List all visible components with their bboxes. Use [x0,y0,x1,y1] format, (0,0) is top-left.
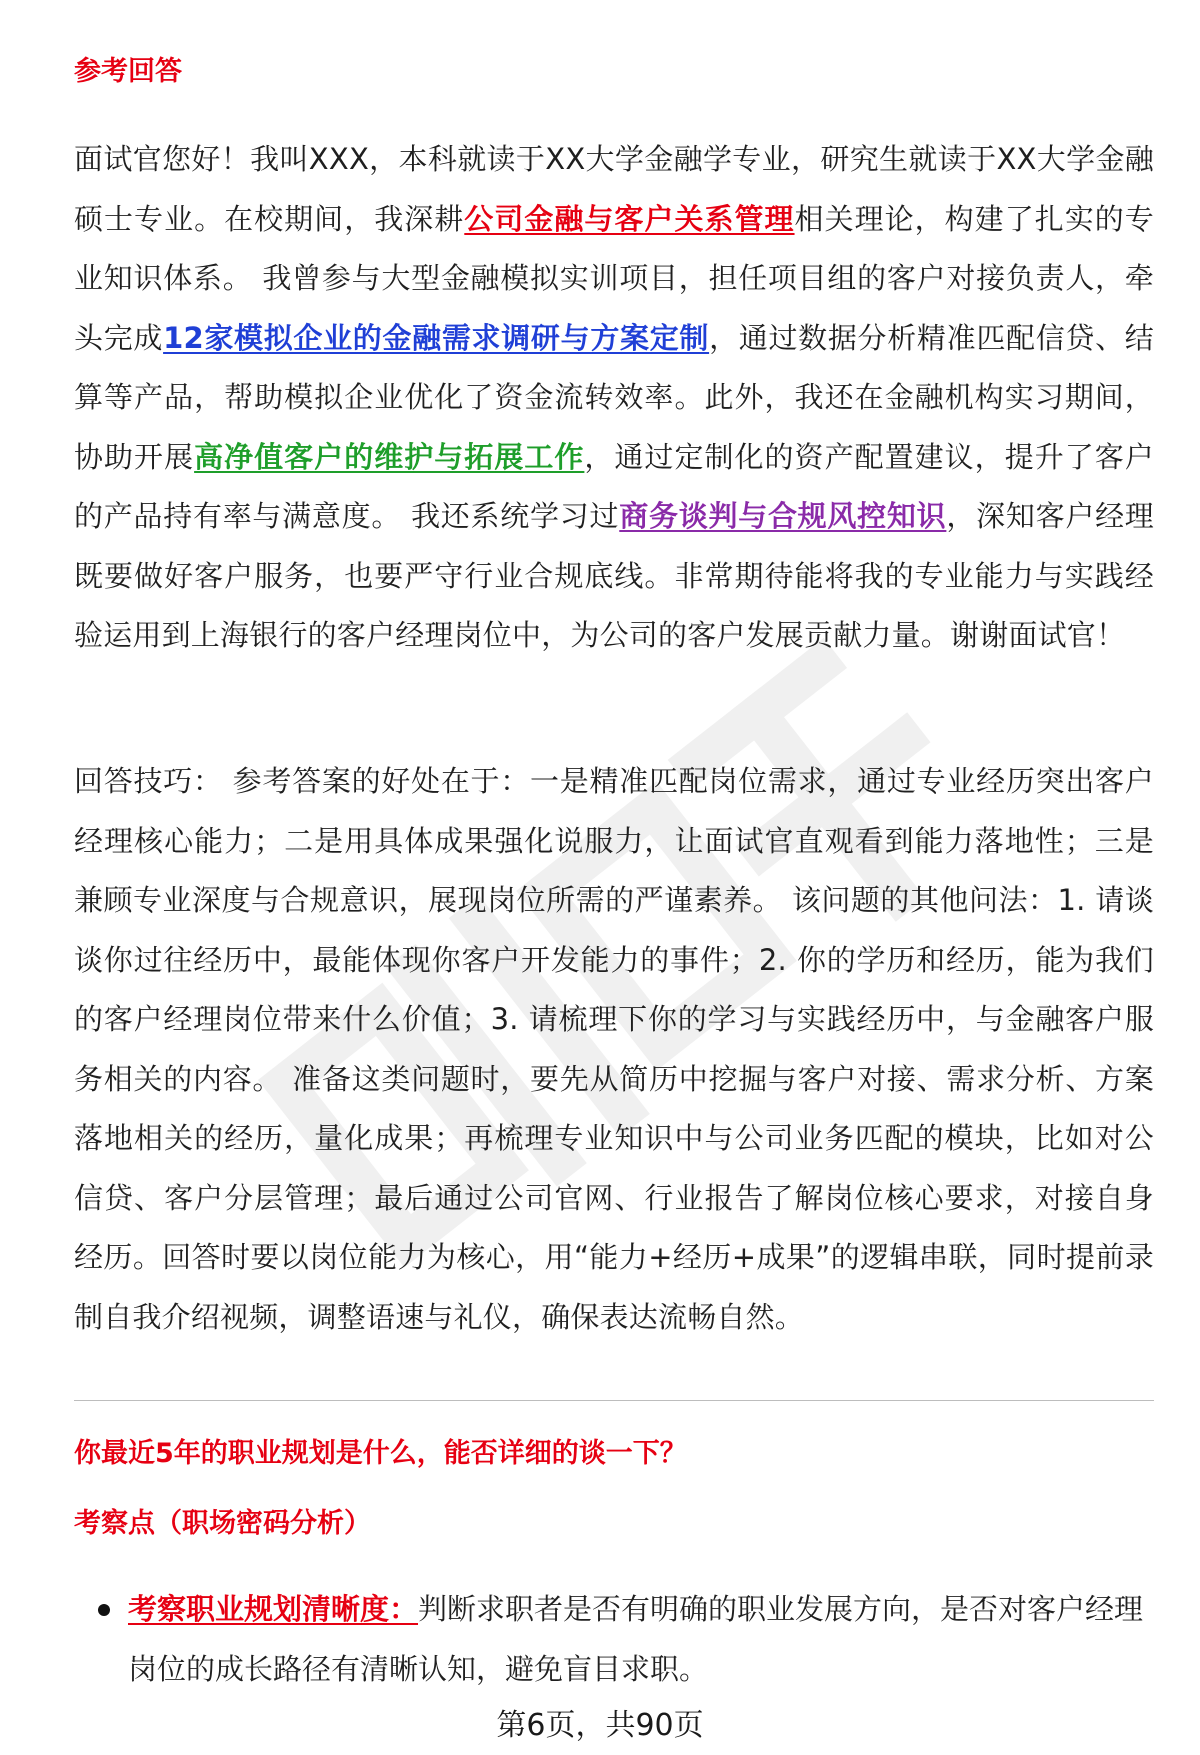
bullet-description: 判断求职者是否有明确的职业发展方向，是否对客户经理岗位的成长路径有清晰认知，避免盲目求职。 [128,1592,1144,1686]
reference-answer-paragraph [74,130,1154,666]
reference-answer-heading: 参考回答 [74,56,182,87]
bullet-dot-icon [98,1604,110,1616]
question-heading: 你最近5年的职业规划是什么，能否详细的谈一下？ [74,1438,687,1469]
answer-tips-paragraph: 回答技巧： 参考答案的好处在于：一是精准匹配岗位需求，通过专业经历突出客户经理核心能力；二是用具体成果强化说服力，让面试官直观看到能力落地性；三是兼顾专业深度与合规意识，展现岗位所需的严谨素养。 该问题的其他问法：1. 请谈谈你过往经历中，最能体现你客户开发能力的事件；2. 你的学历和经历，能为我们的客户经理岗位带来什么价值；3. 请梳理下你的学习与实践经历中，与金融客户服务相关的内容。 准备这类问题时，要先从简历中挖掘与客户对接、需求分析、方案落地相关的经历，量化成果；再梳理专业知识中与公司业务匹配的模块，比如对公信贷、客户分层管理；最后通过公司官网、行业报告了解岗位核心要求，对接自身经历。回答时要以岗位能力为核心，用“能力+经历+成果”的逻辑串联，同时提前录制自我介绍视频，调整语速与礼仪，确保表达流畅自然。 [74,764,1154,1334]
bullet-label: 考察职业规划清晰度： [128,1592,419,1626]
highlight-hnw-clients: 高净值客户的维护与拓展工作 [194,439,585,474]
answer-text-1: 面试官您好！我叫XXX，本科就读于XX大学金融学专业，研究生就读于XX大学金融硕士专业。在校期间，我深耕 [74,142,1154,236]
highlight-corporate-finance: 公司金融与客户关系管理 [464,201,795,236]
assessment-points-heading: 考察点（职场密码分析） [74,1508,371,1539]
bullet-text [128,1580,1154,1699]
answer-text-3: ，通过数据分析精准匹配信贷、结算等产品，帮助模拟企业优化了资金流转效率。此外，我还在金融机构实习期间，协助开展 [74,320,1154,474]
answer-text-5: ，深知客户经理既要做好客户服务，也要严守行业合规底线。非常期待能将我的专业能力与实践经验运用到上海银行的客户经理岗位中，为公司的客户发展贡献力量。谢谢面试官！ [74,499,1155,652]
highlight-negotiation-compliance: 商务谈判与合规风控知识 [619,499,947,533]
highlight-research-projects: 12家模拟企业的金融需求调研与方案定制 [163,320,710,355]
list-item [98,1580,1154,1699]
answer-text-2: 相关理论，构建了扎实的专业知识体系。 我曾参与大型金融模拟实训项目，担任项目组的客户对接负责人，牵头完成 [74,201,1154,355]
page-number-footer: 第6页，共90页 [496,1708,704,1743]
answer-text-4: ，通过定制化的资产配置建议，提升了客户的产品持有率与满意度。 我还系统学习过 [74,439,1154,533]
section-divider [74,1400,1154,1401]
